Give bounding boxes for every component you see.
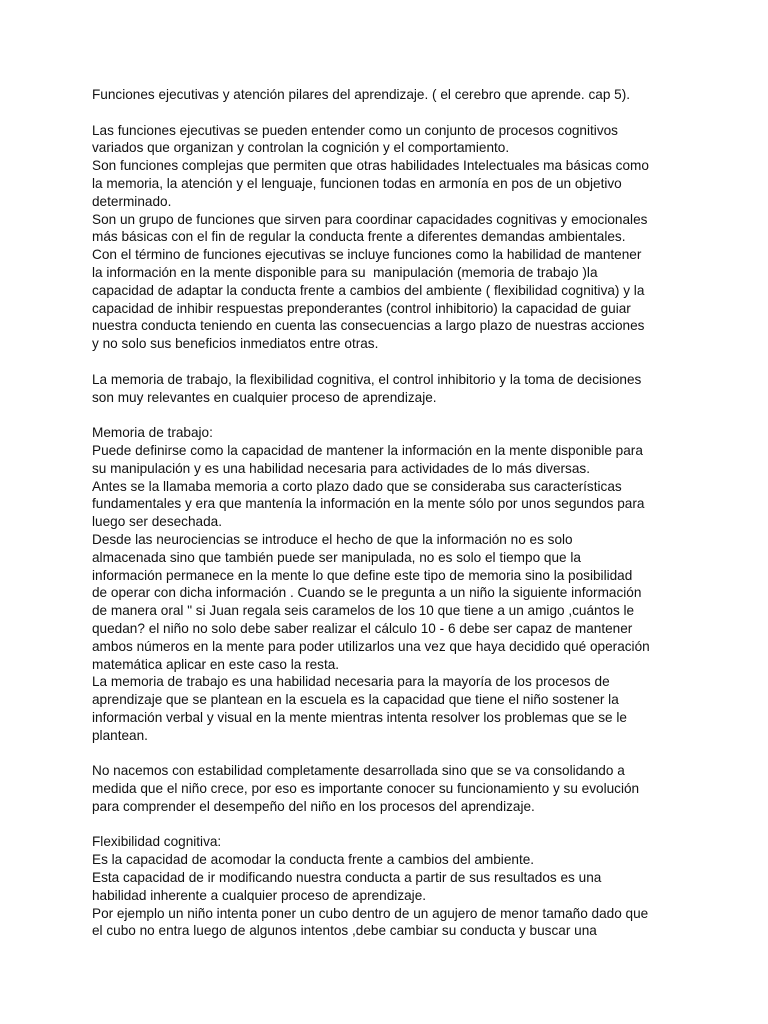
text-line: aprendizaje que se plantean en la escuela es la capacidad que tiene el niño sostener la bbox=[92, 692, 619, 708]
text-line: luego ser desechada. bbox=[92, 514, 222, 530]
text-line: la información en la mente disponible para su manipulación (memoria de trabajo )la bbox=[92, 264, 598, 280]
text-line: Es la capacidad de acomodar la conducta frente a cambios del ambiente. bbox=[92, 852, 535, 868]
paragraph-gap bbox=[92, 816, 692, 834]
text-line: Antes se la llamaba memoria a corto plazo dado que se consideraba sus características bbox=[92, 478, 622, 494]
document-body bbox=[92, 122, 692, 941]
text-line: Por ejemplo un niño intenta poner un cubo dentro de un agujero de menor tamaño dado que bbox=[92, 905, 649, 921]
text-line: para comprender el desempeño del niño en los procesos del aprendizaje. bbox=[92, 798, 535, 814]
text-line: información permanece en la mente lo que define este tipo de memoria sino la posibilidad bbox=[92, 567, 633, 583]
paragraph bbox=[92, 371, 692, 407]
text-line: quedan? el niño no solo debe saber realizar el cálculo 10 - 6 debe ser capaz de mantener bbox=[92, 620, 633, 636]
text-line: almacenada sino que también puede ser manipulada, no es solo el tiempo que la bbox=[92, 549, 581, 565]
document-title: Funciones ejecutivas y atención pilares del aprendizaje. ( el cerebro que aprende. cap 5). bbox=[92, 87, 631, 102]
text-line: Las funciones ejecutivas se pueden entender como un conjunto de procesos cognitivos bbox=[92, 122, 618, 138]
text-line: más básicas con el fin de regular la conducta frente a diferentes demandas ambientales. bbox=[92, 229, 626, 245]
text-line: su manipulación y es una habilidad necesaria para actividades de lo más diversas. bbox=[92, 460, 590, 476]
paragraph bbox=[92, 762, 692, 815]
text-line: variados que organizan y controlan la cognición y el comportamiento. bbox=[92, 140, 510, 156]
text-line: fundamentales y era que mantenía la información en la mente sólo por unos segundos para bbox=[92, 496, 645, 512]
text-line: de operar con dicha información . Cuando se le pregunta a un niño la siguiente información bbox=[92, 585, 642, 601]
text-line: de manera oral " si Juan regala seis caramelos de los 10 que tiene a un amigo ,cuántos le bbox=[92, 603, 635, 619]
text-line: Son funciones complejas que permiten que otras habilidades Intelectuales ma básicas como bbox=[92, 158, 649, 174]
text-line: plantean. bbox=[92, 727, 148, 743]
text-line: habilidad inherente a cualquier proceso de aprendizaje. bbox=[92, 887, 427, 903]
paragraph bbox=[92, 122, 692, 353]
text-line: Flexibilidad cognitiva: bbox=[92, 834, 222, 850]
text-line: Puede definirse como la capacidad de mantener la información en la mente disponible para bbox=[92, 442, 643, 458]
text-line: capacidad de adaptar la conducta frente a cambios del ambiente ( flexibilidad cognitiva) y la bbox=[92, 282, 645, 298]
text-line: Son un grupo de funciones que sirven para coordinar capacidades cognitivas y emocionales bbox=[92, 211, 648, 227]
text-line: matemática aplicar en este caso la resta. bbox=[92, 656, 340, 672]
text-line: información verbal y visual en la mente mientras intenta resolver los problemas que se le bbox=[92, 709, 627, 725]
text-line: Con el término de funciones ejecutivas se incluye funciones como la habilidad de mantener bbox=[92, 247, 642, 263]
paragraph-gap bbox=[92, 744, 692, 762]
text-line: son muy relevantes en cualquier proceso de aprendizaje. bbox=[92, 389, 437, 405]
text-line: Memoria de trabajo: bbox=[92, 425, 213, 441]
paragraph bbox=[92, 424, 692, 744]
text-line: el cubo no entra luego de algunos intentos ,debe cambiar su conducta y buscar una bbox=[92, 923, 597, 939]
document-page bbox=[92, 86, 692, 940]
text-line: La memoria de trabajo, la flexibilidad cognitiva, el control inhibitorio y la toma de decisiones bbox=[92, 371, 642, 387]
text-line: ambos números en la mente para poder utilizarlos una vez que haya decidido qué operación bbox=[92, 638, 650, 654]
text-line: y no solo sus beneficios inmediatos entre otras. bbox=[92, 336, 379, 352]
text-line: La memoria de trabajo es una habilidad necesaria para la mayoría de los procesos de bbox=[92, 674, 610, 690]
paragraph bbox=[92, 833, 692, 940]
text-line: medida que el niño crece, por eso es importante conocer su funcionamiento y su evolución bbox=[92, 781, 640, 797]
paragraph-gap bbox=[92, 406, 692, 424]
text-line: capacidad de inhibir respuestas preponderantes (control inhibitorio) la capacidad de guiar bbox=[92, 300, 631, 316]
text-line: Esta capacidad de ir modificando nuestra conducta a partir de sus resultados es una bbox=[92, 870, 602, 886]
text-line: determinado. bbox=[92, 193, 172, 209]
text-line: No nacemos con estabilidad completamente desarrollada sino que se va consolidando a bbox=[92, 763, 625, 779]
text-line: la memoria, la atención y el lenguaje, funcionen todas en armonía en pos de un objetivo bbox=[92, 175, 622, 191]
paragraph-gap bbox=[92, 353, 692, 371]
text-line: nuestra conducta teniendo en cuenta las consecuencias a largo plazo de nuestras acciones bbox=[92, 318, 645, 334]
text-line: Desde las neurociencias se introduce el hecho de que la información no es solo bbox=[92, 531, 573, 547]
paragraph-gap bbox=[92, 104, 692, 122]
